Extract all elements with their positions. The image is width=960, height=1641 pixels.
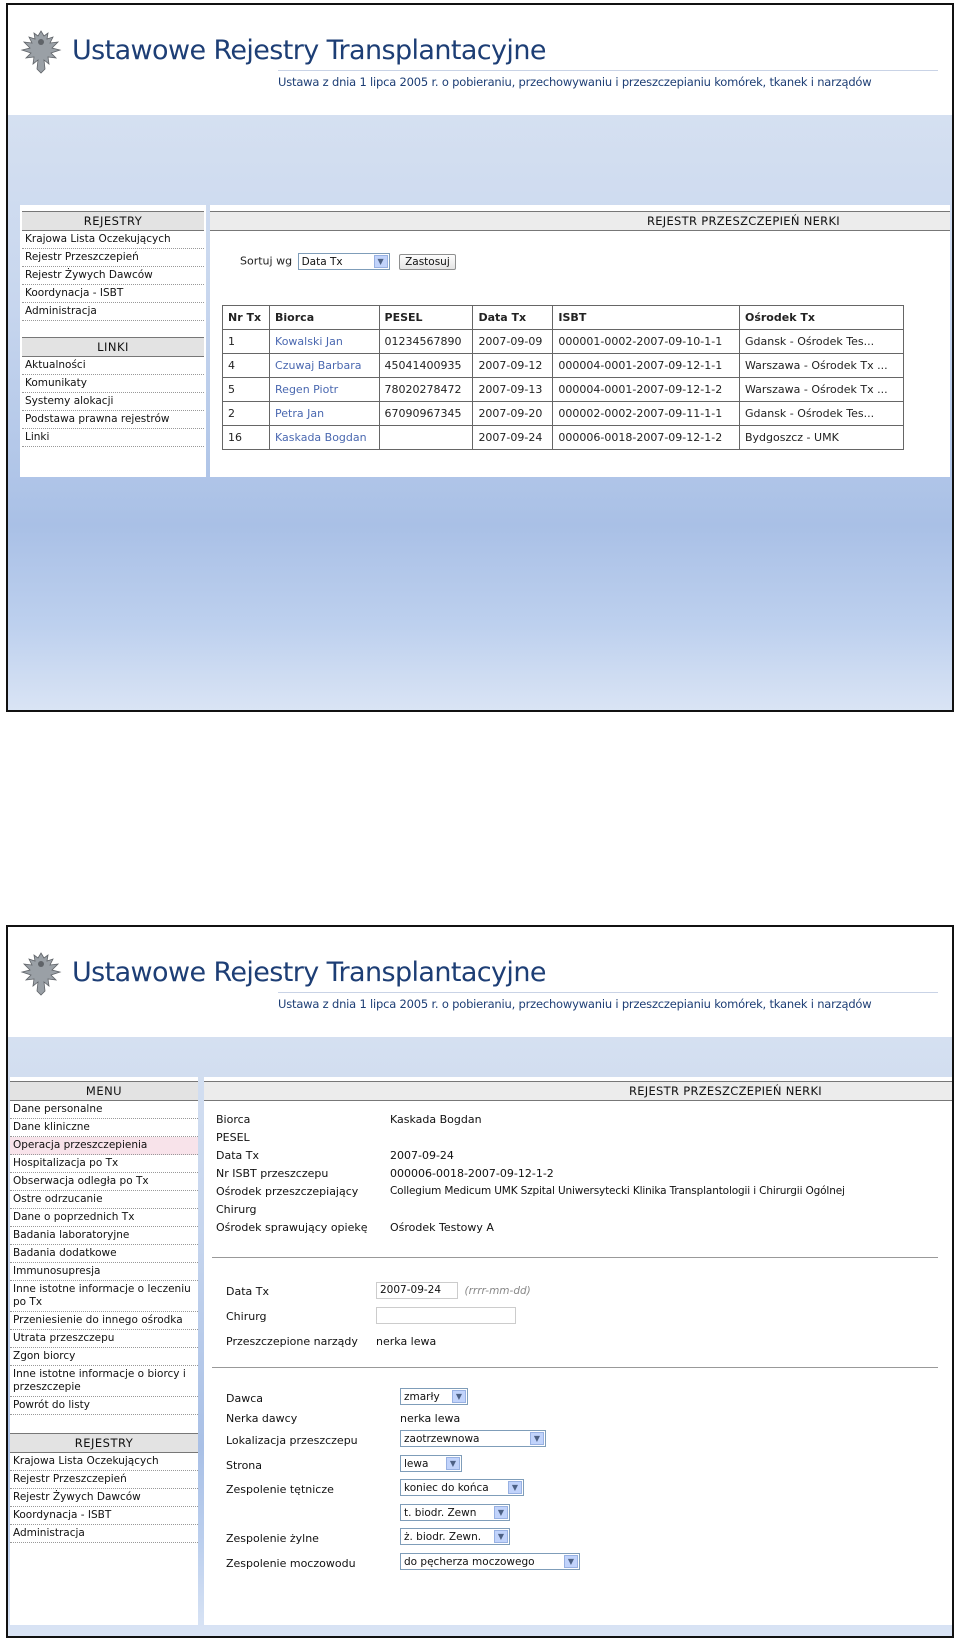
biorca-link[interactable]: Regen Piotr: [275, 383, 339, 396]
menu-item-badania-laboratoryjne[interactable]: Badania laboratoryjne: [10, 1227, 198, 1245]
menu-item-zgon-biorcy[interactable]: Zgon biorcy: [10, 1348, 198, 1366]
cell-osrodek: Gdansk - Ośrodek Tes...: [739, 330, 903, 354]
menu-item-poprzednie-tx[interactable]: Dane o poprzednich Tx: [10, 1209, 198, 1227]
column-header[interactable]: Biorca: [270, 306, 380, 330]
form-narzady-value: nerka lewa: [376, 1335, 437, 1348]
menu-item-inne-biorca[interactable]: Inne istotne informacje o biorcy i przeszczepie: [10, 1366, 198, 1397]
biorca-link[interactable]: Czuwaj Barbara: [275, 359, 362, 372]
lokalizacja-select[interactable]: [400, 1430, 546, 1447]
biorca-link[interactable]: Kaskada Bogdan: [275, 431, 367, 444]
zylne-select[interactable]: [400, 1528, 510, 1545]
cell-isbt: 000002-0002-2007-09-11-1-1: [553, 402, 740, 426]
chevron-down-icon: ▼: [564, 1555, 578, 1568]
sidebar-item-aktualnosci[interactable]: Aktualności: [22, 357, 204, 375]
info-biorca-label: Biorca: [216, 1113, 251, 1126]
tetnicze-select-2-value: t. biodr. Zewn: [404, 1507, 477, 1519]
cell-biorca: [270, 354, 380, 378]
menu-item-inne-leczenie[interactable]: Inne istotne informacje o leczeniu po Tx: [10, 1281, 198, 1312]
site-subtitle: Ustawa z dnia 1 lipca 2005 r. o pobieraniu, przechowywaniu i przeszczepianiu komórek, tkanek i narządów: [278, 75, 872, 89]
form-tetnicze-label: Zespolenie tętnicze: [226, 1483, 334, 1496]
biorca-link[interactable]: Petra Jan: [275, 407, 325, 420]
form-lokalizacja-label: Lokalizacja przeszczepu: [226, 1434, 358, 1447]
cell-nr-tx: 1: [223, 330, 270, 354]
menu-item-przeniesienie[interactable]: Przeniesienie do innego ośrodka: [10, 1312, 198, 1330]
cell-data-tx: 2007-09-12: [473, 354, 553, 378]
form-narzady-label: Przeszczepione narządy: [226, 1335, 358, 1348]
cell-data-tx: 2007-09-13: [473, 378, 553, 402]
menu-item-obserwacja-odlegla[interactable]: Obserwacja odległa po Tx: [10, 1173, 198, 1191]
section-divider: [212, 1257, 938, 1258]
table-row: [223, 354, 904, 378]
chevron-down-icon: ▼: [530, 1432, 544, 1445]
table-row: [223, 378, 904, 402]
strona-select-value: lewa: [404, 1458, 429, 1470]
sidebar-heading-menu: MENU: [10, 1081, 198, 1101]
info-isbt-value: 000006-0018-2007-09-12-1-2: [390, 1167, 554, 1180]
info-opieka-value: Ośrodek Testowy A: [390, 1221, 494, 1234]
form-moczowodu-label: Zespolenie moczowodu: [226, 1557, 356, 1570]
form-dawca-group: [400, 1388, 468, 1405]
chevron-down-icon: ▼: [508, 1481, 522, 1494]
sidebar-item-koordynacja-isbt[interactable]: Koordynacja - ISBT: [10, 1507, 198, 1525]
sidebar-heading-linki: LINKI: [22, 337, 204, 357]
info-isbt-label: Nr ISBT przeszczepu: [216, 1167, 329, 1180]
tetnicze-select-2[interactable]: [400, 1504, 510, 1521]
cell-biorca: [270, 402, 380, 426]
column-header[interactable]: ISBT: [553, 306, 740, 330]
menu-item-utrata-przeszczepu[interactable]: Utrata przeszczepu: [10, 1330, 198, 1348]
menu-item-dane-personalne[interactable]: Dane personalne: [10, 1101, 198, 1119]
page-heading: REJESTR PRZESZCZEPIEŃ NERKI: [204, 1081, 952, 1101]
sidebar-item-rejestr-zywych-dawcow[interactable]: Rejestr Żywych Dawców: [22, 267, 204, 285]
info-osrodek-label: Ośrodek przeszczepiający: [216, 1185, 359, 1198]
info-datatx-label: Data Tx: [216, 1149, 259, 1162]
info-pesel-label: PESEL: [216, 1131, 250, 1144]
strona-select[interactable]: [400, 1455, 462, 1472]
tetnicze-select-1-value: koniec do końca: [404, 1482, 489, 1494]
sidebar-heading-rejestry: REJESTRY: [10, 1433, 198, 1453]
main-content: [210, 205, 950, 477]
cell-osrodek: Warszawa - Ośrodek Tx ...: [739, 378, 903, 402]
sidebar-item-rejestr-przeszczepien[interactable]: Rejestr Przeszczepień: [10, 1471, 198, 1489]
sidebar: [10, 1077, 198, 1625]
info-chirurg-label: Chirurg: [216, 1203, 257, 1216]
cell-biorca: [270, 426, 380, 450]
chevron-down-icon: ▼: [446, 1457, 460, 1470]
screenshot-transplant-operation: [6, 925, 954, 1638]
form-zylne-label: Zespolenie żylne: [226, 1532, 319, 1545]
sidebar-item-rejestr-zywych-dawcow[interactable]: Rejestr Żywych Dawców: [10, 1489, 198, 1507]
polish-eagle-emblem-icon: [18, 949, 64, 999]
sort-label: Sortuj wg: [240, 254, 293, 268]
cell-isbt: 000004-0001-2007-09-12-1-1: [553, 354, 740, 378]
sidebar-item-podstawa-prawna[interactable]: Podstawa prawna rejestrów: [22, 411, 204, 429]
sidebar-item-krajowa-lista[interactable]: Krajowa Lista Oczekujących: [10, 1453, 198, 1471]
sidebar-item-administracja[interactable]: Administracja: [10, 1525, 198, 1543]
info-osrodek-value: Collegium Medicum UMK Szpital Uniwersytecki Klinika Transplantologii i Chirurgii Ogólnej: [390, 1185, 845, 1197]
page-heading: REJESTR PRZESZCZEPIEŃ NERKI: [210, 211, 950, 231]
sort-select[interactable]: [298, 253, 390, 270]
menu-item-powrot-do-listy[interactable]: Powrót do listy: [10, 1397, 198, 1415]
zylne-select-value: ż. biodr. Zewn.: [404, 1531, 482, 1543]
sort-bar: [240, 253, 456, 270]
dawca-select-value: zmarły: [404, 1391, 440, 1403]
form-chirurg-label: Chirurg: [226, 1310, 267, 1323]
column-header[interactable]: Ośrodek Tx: [739, 306, 903, 330]
form-tetnicze-group: [400, 1479, 524, 1496]
header-divider: [278, 70, 938, 71]
sidebar-item-administracja[interactable]: Administracja: [22, 303, 204, 321]
biorca-link[interactable]: Kowalski Jan: [275, 335, 343, 348]
sidebar-item-systemy-alokacji[interactable]: Systemy alokacji: [22, 393, 204, 411]
menu-item-hospitalizacja[interactable]: Hospitalizacja po Tx: [10, 1155, 198, 1173]
cell-osrodek: Gdansk - Ośrodek Tes...: [739, 402, 903, 426]
sidebar: [20, 205, 206, 477]
site-title: Ustawowe Rejestry Transplantacyjne: [72, 35, 546, 66]
chevron-down-icon: ▼: [374, 255, 388, 268]
cell-osrodek: Warszawa - Ośrodek Tx ...: [739, 354, 903, 378]
cell-data-tx: 2007-09-09: [473, 330, 553, 354]
column-header[interactable]: PESEL: [379, 306, 473, 330]
sidebar-item-linki[interactable]: Linki: [22, 429, 204, 447]
menu-item-ostre-odrzucanie[interactable]: Ostre odrzucanie: [10, 1191, 198, 1209]
site-header: [8, 927, 952, 1037]
chirurg-input[interactable]: [376, 1307, 516, 1324]
cell-data-tx: 2007-09-24: [473, 426, 553, 450]
table-row: [223, 402, 904, 426]
section-divider: [212, 1367, 938, 1368]
cell-nr-tx: 16: [223, 426, 270, 450]
cell-pesel: [379, 426, 473, 450]
menu-item-immunosupresja[interactable]: Immunosupresja: [10, 1263, 198, 1281]
screenshot-registry-list: [6, 3, 954, 712]
sort-select-value: Data Tx: [301, 256, 343, 268]
cell-nr-tx: 2: [223, 402, 270, 426]
menu-item-operacja-przeszczepienia[interactable]: Operacja przeszczepienia: [10, 1137, 198, 1155]
form-datatx-label: Data Tx: [226, 1285, 269, 1298]
table-row: [223, 330, 904, 354]
info-datatx-value: 2007-09-24: [390, 1149, 454, 1162]
datatx-input[interactable]: 2007-09-24: [376, 1282, 458, 1299]
polish-eagle-emblem-icon: [18, 27, 64, 77]
chevron-down-icon: ▼: [494, 1506, 508, 1519]
sidebar-item-krajowa-lista[interactable]: Krajowa Lista Oczekujących: [22, 231, 204, 249]
cell-pesel: 78020278472: [379, 378, 473, 402]
cell-osrodek: Bydgoszcz - UMK: [739, 426, 903, 450]
form-dawca-label: Dawca: [226, 1392, 263, 1405]
cell-pesel: 67090967345: [379, 402, 473, 426]
apply-button[interactable]: Zastosuj: [399, 254, 456, 270]
form-lokalizacja-group: [400, 1430, 546, 1447]
form-nerka-value: nerka lewa: [400, 1412, 461, 1425]
form-datatx-group: [376, 1282, 531, 1299]
form-strona-group: [400, 1455, 462, 1472]
sidebar-item-komunikaty[interactable]: Komunikaty: [22, 375, 204, 393]
cell-pesel: 45041400935: [379, 354, 473, 378]
chevron-down-icon: ▼: [494, 1530, 508, 1543]
cell-biorca: [270, 330, 380, 354]
sidebar-item-koordynacja-isbt[interactable]: Koordynacja - ISBT: [22, 285, 204, 303]
cell-data-tx: 2007-09-20: [473, 402, 553, 426]
dawca-select[interactable]: [400, 1388, 468, 1405]
cell-nr-tx: 5: [223, 378, 270, 402]
site-subtitle: Ustawa z dnia 1 lipca 2005 r. o pobieraniu, przechowywaniu i przeszczepianiu komórek, tkanek i narządów: [278, 997, 872, 1011]
moczowodu-select[interactable]: [400, 1553, 580, 1570]
header-divider: [278, 992, 938, 993]
moczowodu-select-value: do pęcherza moczowego: [404, 1556, 535, 1568]
date-format-hint: (rrrr-mm-dd): [464, 1284, 531, 1297]
form-moczowodu-group: [400, 1553, 580, 1570]
chevron-down-icon: ▼: [452, 1390, 466, 1403]
main-content: [204, 1077, 952, 1625]
sidebar-heading-rejestry: REJESTRY: [22, 211, 204, 231]
cell-isbt: 000001-0002-2007-09-10-1-1: [553, 330, 740, 354]
tetnicze-select-1[interactable]: [400, 1479, 524, 1496]
menu-item-badania-dodatkowe[interactable]: Badania dodatkowe: [10, 1245, 198, 1263]
cell-biorca: [270, 378, 380, 402]
column-header[interactable]: Data Tx: [473, 306, 553, 330]
table-row: [223, 426, 904, 450]
menu-item-dane-kliniczne[interactable]: Dane kliniczne: [10, 1119, 198, 1137]
sidebar-item-rejestr-przeszczepien[interactable]: Rejestr Przeszczepień: [22, 249, 204, 267]
cell-pesel: 01234567890: [379, 330, 473, 354]
transplant-table: [222, 305, 904, 450]
site-title: Ustawowe Rejestry Transplantacyjne: [72, 957, 546, 988]
form-chirurg-group: [376, 1307, 516, 1324]
form-tetnicze-group-2: [400, 1504, 510, 1521]
cell-isbt: 000006-0018-2007-09-12-1-2: [553, 426, 740, 450]
info-opieka-label: Ośrodek sprawujący opiekę: [216, 1221, 368, 1234]
form-nerka-label: Nerka dawcy: [226, 1412, 298, 1425]
site-header: [8, 5, 952, 115]
form-strona-label: Strona: [226, 1459, 263, 1472]
column-header[interactable]: Nr Tx: [223, 306, 270, 330]
info-biorca-value: Kaskada Bogdan: [390, 1113, 482, 1126]
lokalizacja-select-value: zaotrzewnowa: [404, 1433, 480, 1445]
table-header-row: [223, 306, 904, 330]
cell-isbt: 000004-0001-2007-09-12-1-2: [553, 378, 740, 402]
cell-nr-tx: 4: [223, 354, 270, 378]
form-zylne-group: [400, 1528, 510, 1545]
